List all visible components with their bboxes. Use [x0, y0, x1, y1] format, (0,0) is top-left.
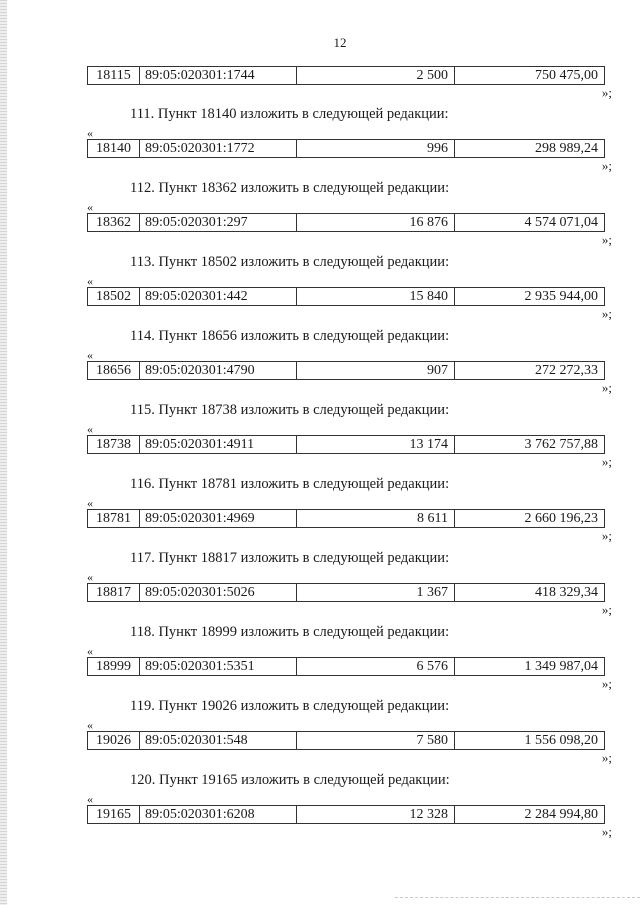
table-row — [87, 66, 605, 85]
scan-edge — [0, 0, 7, 905]
amendment-heading: 120. Пункт 19165 изложить в следующей редакции: — [130, 772, 450, 788]
row-cadastral-number: 89:05:020301:1772 — [140, 140, 297, 157]
row-cadastral-number: 89:05:020301:4911 — [140, 436, 297, 453]
row-value: 298 989,24 — [535, 140, 598, 156]
row-id: 18140 — [88, 140, 140, 157]
opening-quote: « — [87, 422, 93, 436]
row-id: 18656 — [88, 362, 140, 379]
table-row — [87, 361, 605, 380]
row-value: 272 272,33 — [535, 362, 598, 378]
row-area: 996 — [297, 140, 455, 157]
row-area: 907 — [297, 362, 455, 379]
row-area: 6 576 — [297, 658, 455, 675]
table-row — [87, 213, 605, 232]
amendment-heading: 119. Пункт 19026 изложить в следующей редакции: — [130, 698, 450, 714]
closing-quote: »; — [601, 85, 612, 100]
row-cadastral-number: 89:05:020301:297 — [140, 214, 297, 231]
opening-quote: « — [87, 792, 93, 806]
closing-quote: »; — [601, 158, 612, 173]
closing-quote: »; — [601, 306, 612, 321]
row-value: 750 475,00 — [535, 67, 598, 83]
row-area: 7 580 — [297, 732, 455, 749]
closing-quote: »; — [601, 750, 612, 765]
row-value: 1 556 098,20 — [524, 732, 598, 748]
closing-quote: »; — [601, 824, 612, 839]
amendment-heading: 114. Пункт 18656 изложить в следующей редакции: — [130, 328, 450, 344]
row-value: 418 329,34 — [535, 584, 598, 600]
amendment-heading: 111. Пункт 18140 изложить в следующей редакции: — [130, 106, 449, 122]
row-cadastral-number: 89:05:020301:6208 — [140, 806, 297, 823]
amendment-heading: 113. Пункт 18502 изложить в следующей редакции: — [130, 254, 450, 270]
opening-quote: « — [87, 718, 93, 732]
row-id: 18817 — [88, 584, 140, 601]
row-id: 19026 — [88, 732, 140, 749]
row-value: 2 935 944,00 — [524, 288, 598, 304]
opening-quote: « — [87, 200, 93, 214]
row-area: 12 328 — [297, 806, 455, 823]
closing-quote: »; — [601, 528, 612, 543]
table-row — [87, 657, 605, 676]
row-value: 2 660 196,23 — [524, 510, 598, 526]
amendment-heading: 112. Пункт 18362 изложить в следующей редакции: — [130, 180, 450, 196]
amendment-heading: 118. Пункт 18999 изложить в следующей редакции: — [130, 624, 450, 640]
row-cadastral-number: 89:05:020301:5351 — [140, 658, 297, 675]
row-id: 18115 — [88, 67, 140, 84]
row-area: 15 840 — [297, 288, 455, 305]
row-id: 19165 — [88, 806, 140, 823]
opening-quote: « — [87, 570, 93, 584]
closing-quote: »; — [601, 602, 612, 617]
row-cadastral-number: 89:05:020301:4969 — [140, 510, 297, 527]
opening-quote: « — [87, 348, 93, 362]
row-area: 16 876 — [297, 214, 455, 231]
row-cadastral-number: 89:05:020301:4790 — [140, 362, 297, 379]
row-area: 13 174 — [297, 436, 455, 453]
opening-quote: « — [87, 644, 93, 658]
row-area: 8 611 — [297, 510, 455, 527]
table-row — [87, 583, 605, 602]
opening-quote: « — [87, 126, 93, 140]
footer-divider — [395, 897, 640, 898]
amendment-heading: 117. Пункт 18817 изложить в следующей редакции: — [130, 550, 450, 566]
amendment-heading: 115. Пункт 18738 изложить в следующей редакции: — [130, 402, 450, 418]
row-area: 2 500 — [297, 67, 455, 84]
row-value: 2 284 994,80 — [524, 806, 598, 822]
row-cadastral-number: 89:05:020301:548 — [140, 732, 297, 749]
row-value: 1 349 987,04 — [524, 658, 598, 674]
table-row — [87, 731, 605, 750]
row-cadastral-number: 89:05:020301:5026 — [140, 584, 297, 601]
table-row — [87, 805, 605, 824]
opening-quote: « — [87, 496, 93, 510]
page-number: 12 — [333, 35, 347, 50]
closing-quote: »; — [601, 380, 612, 395]
table-row — [87, 287, 605, 306]
closing-quote: »; — [601, 454, 612, 469]
row-id: 18999 — [88, 658, 140, 675]
row-cadastral-number: 89:05:020301:1744 — [140, 67, 297, 84]
table-row — [87, 139, 605, 158]
row-id: 18781 — [88, 510, 140, 527]
row-id: 18362 — [88, 214, 140, 231]
row-value: 4 574 071,04 — [524, 214, 598, 230]
row-area: 1 367 — [297, 584, 455, 601]
amendment-heading: 116. Пункт 18781 изложить в следующей редакции: — [130, 476, 450, 492]
row-value: 3 762 757,88 — [524, 436, 598, 452]
table-row — [87, 509, 605, 528]
opening-quote: « — [87, 274, 93, 288]
row-id: 18502 — [88, 288, 140, 305]
closing-quote: »; — [601, 232, 612, 247]
table-row — [87, 435, 605, 454]
row-id: 18738 — [88, 436, 140, 453]
closing-quote: »; — [601, 676, 612, 691]
row-cadastral-number: 89:05:020301:442 — [140, 288, 297, 305]
